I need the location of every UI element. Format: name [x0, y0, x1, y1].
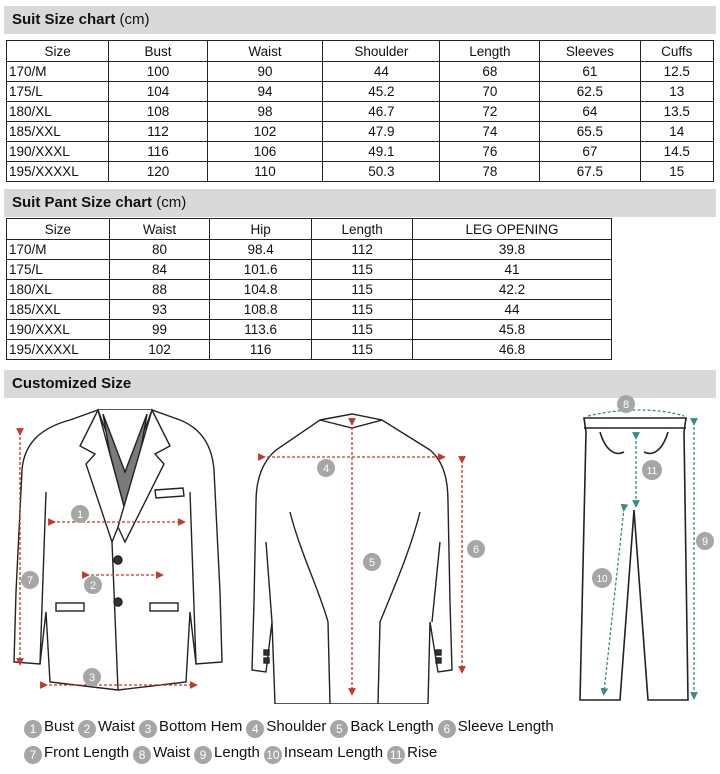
column-header: Hip — [210, 219, 312, 240]
table-cell: 108 — [109, 102, 207, 122]
badge-bottom-hem — [83, 668, 101, 686]
legend-number-badge: 1 — [24, 720, 42, 738]
table-cell: 104 — [109, 82, 207, 102]
table-cell: 46.7 — [323, 102, 440, 122]
table-cell: 46.8 — [413, 340, 612, 360]
legend-number-badge: 6 — [438, 720, 456, 738]
table-cell: 195/XXXXL — [7, 162, 109, 182]
table-cell: 62.5 — [540, 82, 640, 102]
table-cell: 115 — [312, 300, 413, 320]
legend-number-badge: 11 — [387, 746, 405, 764]
table-cell: 175/L — [7, 260, 110, 280]
table-cell: 113.6 — [210, 320, 312, 340]
legend-number-badge: 8 — [133, 746, 151, 764]
suit-size-table — [6, 40, 714, 182]
table-cell: 180/XL — [7, 102, 109, 122]
column-header: Size — [7, 219, 110, 240]
table-cell: 98.4 — [210, 240, 312, 260]
legend-number-badge: 9 — [194, 746, 212, 764]
table-cell: 65.5 — [540, 122, 640, 142]
legend-number-badge: 3 — [139, 720, 157, 738]
table-cell: 190/XXXL — [7, 142, 109, 162]
table-cell: 90 — [207, 62, 322, 82]
table-cell: 47.9 — [323, 122, 440, 142]
table-cell: 115 — [312, 280, 413, 300]
badge-waist-num: 2 — [89, 580, 97, 592]
header-row — [7, 41, 714, 62]
jacket-front-illustration — [14, 410, 222, 690]
pant-size-chart-title — [4, 189, 716, 217]
table-row — [7, 340, 612, 360]
table-cell: 104.8 — [210, 280, 312, 300]
suit-size-chart-title — [4, 6, 716, 34]
table-cell: 70 — [440, 82, 540, 102]
legend-label: Shoulder — [266, 718, 327, 735]
table-cell: 180/XL — [7, 280, 110, 300]
table-cell: 14 — [640, 122, 713, 142]
table-row — [7, 62, 714, 82]
legend-label: Back Length — [350, 718, 434, 735]
badge-pant-length-num: 9 — [701, 536, 709, 548]
table-row — [7, 122, 714, 142]
badge-pant-waist — [617, 395, 635, 413]
table-cell: 88 — [109, 280, 209, 300]
legend-number-badge: 4 — [246, 720, 264, 738]
table-cell: 102 — [207, 122, 322, 142]
table-cell: 44 — [413, 300, 612, 320]
table-cell: 41 — [413, 260, 612, 280]
legend-label: Length — [214, 744, 260, 761]
table-cell: 13.5 — [640, 102, 713, 122]
legend-item — [24, 744, 129, 764]
suit-size-chart-unit: (cm) — [119, 11, 150, 28]
table-cell: 170/M — [7, 240, 110, 260]
measurement-diagrams — [0, 392, 720, 704]
legend-number-badge: 10 — [264, 746, 282, 764]
pant-size-chart-unit: (cm) — [156, 194, 187, 211]
legend-row-1 — [24, 718, 558, 738]
legend-item — [246, 718, 326, 738]
table-cell: 45.2 — [323, 82, 440, 102]
pants-illustration — [580, 418, 688, 700]
table-cell: 80 — [109, 240, 209, 260]
badge-inseam-length — [592, 568, 612, 588]
badge-bust-num: 1 — [76, 509, 84, 521]
column-header: Cuffs — [640, 41, 713, 62]
table-cell: 110 — [207, 162, 322, 182]
table-cell: 116 — [210, 340, 312, 360]
table-row — [7, 320, 612, 340]
table-row — [7, 260, 612, 280]
table-cell: 112 — [109, 122, 207, 142]
column-header: Bust — [109, 41, 207, 62]
pant-size-table — [6, 218, 612, 360]
pant-size-chart-title-text: Suit Pant Size chart — [12, 194, 153, 211]
table-cell: 12.5 — [640, 62, 713, 82]
badge-shoulder-num: 4 — [322, 463, 330, 475]
badge-sleeve-length-num: 6 — [472, 544, 480, 556]
table-cell: 44 — [323, 62, 440, 82]
table-row — [7, 82, 714, 102]
column-header: Size — [7, 41, 109, 62]
column-header: Sleeves — [540, 41, 640, 62]
badge-bust — [71, 505, 89, 523]
table-cell: 106 — [207, 142, 322, 162]
table-cell: 42.2 — [413, 280, 612, 300]
table-cell: 49.1 — [323, 142, 440, 162]
table-row — [7, 240, 612, 260]
table-cell: 185/XXL — [7, 300, 110, 320]
legend-label: Sleeve Length — [457, 718, 554, 735]
badge-bottom-hem-num: 3 — [88, 672, 96, 684]
column-header: Waist — [207, 41, 322, 62]
header-row — [7, 219, 612, 240]
table-cell: 84 — [109, 260, 209, 280]
table-cell: 115 — [312, 320, 413, 340]
customized-size-title-text: Customized Size — [12, 375, 132, 392]
legend-number-badge: 5 — [330, 720, 348, 738]
table-cell: 115 — [312, 340, 413, 360]
badge-waist — [84, 576, 102, 594]
badge-front-length — [21, 571, 39, 589]
table-cell: 67.5 — [540, 162, 640, 182]
badge-pant-length — [696, 532, 714, 550]
legend-item — [438, 718, 554, 738]
legend-label: Rise — [407, 744, 438, 761]
table-cell: 170/M — [7, 62, 109, 82]
badge-rise — [642, 460, 662, 480]
legend-label: Waist — [153, 744, 191, 761]
legend-label: Bottom Hem — [158, 718, 243, 735]
table-cell: 45.8 — [413, 320, 612, 340]
table-cell: 175/L — [7, 82, 109, 102]
badge-inseam-length-num: 10 — [596, 574, 608, 585]
legend-item — [330, 718, 433, 738]
table-cell: 185/XXL — [7, 122, 109, 142]
table-cell: 120 — [109, 162, 207, 182]
table-cell: 93 — [109, 300, 209, 320]
column-header: Length — [312, 219, 413, 240]
table-cell: 14.5 — [640, 142, 713, 162]
legend-row-2 — [24, 744, 441, 764]
legend-item — [133, 744, 190, 764]
legend-item — [78, 718, 135, 738]
table-cell: 98 — [207, 102, 322, 122]
table-cell: 94 — [207, 82, 322, 102]
legend-number-badge: 2 — [78, 720, 96, 738]
badge-back-length-num: 5 — [368, 557, 376, 569]
table-row — [7, 102, 714, 122]
table-cell: 64 — [540, 102, 640, 122]
table-cell: 67 — [540, 142, 640, 162]
table-cell: 101.6 — [210, 260, 312, 280]
table-cell: 100 — [109, 62, 207, 82]
legend-label: Inseam Length — [283, 744, 384, 761]
table-cell: 39.8 — [413, 240, 612, 260]
table-cell: 76 — [440, 142, 540, 162]
table-cell: 68 — [440, 62, 540, 82]
badge-back-length — [363, 553, 381, 571]
table-cell: 78 — [440, 162, 540, 182]
legend-item — [139, 718, 242, 738]
legend-item — [264, 744, 383, 764]
table-cell: 102 — [109, 340, 209, 360]
table-row — [7, 300, 612, 320]
column-header: LEG OPENING — [413, 219, 612, 240]
legend-label: Waist — [98, 718, 135, 735]
suit-size-chart-title-text: Suit Size chart — [12, 11, 116, 28]
table-cell: 115 — [312, 260, 413, 280]
badge-sleeve-length — [467, 540, 485, 558]
badge-front-length-num: 7 — [26, 575, 34, 587]
table-cell: 112 — [312, 240, 413, 260]
table-cell: 195/XXXXL — [7, 340, 110, 360]
table-cell: 50.3 — [323, 162, 440, 182]
table-cell: 15 — [640, 162, 713, 182]
table-row — [7, 162, 714, 182]
legend-item — [194, 744, 260, 764]
badge-rise-num: 11 — [646, 466, 658, 477]
legend-number-badge: 7 — [24, 746, 42, 764]
badge-shoulder — [317, 459, 335, 477]
table-cell: 13 — [640, 82, 713, 102]
legend-item — [387, 744, 437, 764]
table-cell: 74 — [440, 122, 540, 142]
table-cell: 99 — [109, 320, 209, 340]
table-row — [7, 280, 612, 300]
legend-label: Bust — [44, 718, 75, 735]
table-cell: 116 — [109, 142, 207, 162]
table-row — [7, 142, 714, 162]
legend-label: Front Length — [44, 744, 130, 761]
table-cell: 108.8 — [210, 300, 312, 320]
badge-pant-waist-num: 8 — [622, 399, 630, 411]
column-header: Waist — [109, 219, 209, 240]
column-header: Shoulder — [323, 41, 440, 62]
column-header: Length — [440, 41, 540, 62]
table-cell: 72 — [440, 102, 540, 122]
table-cell: 190/XXXL — [7, 320, 110, 340]
table-cell: 61 — [540, 62, 640, 82]
legend-item — [24, 718, 74, 738]
